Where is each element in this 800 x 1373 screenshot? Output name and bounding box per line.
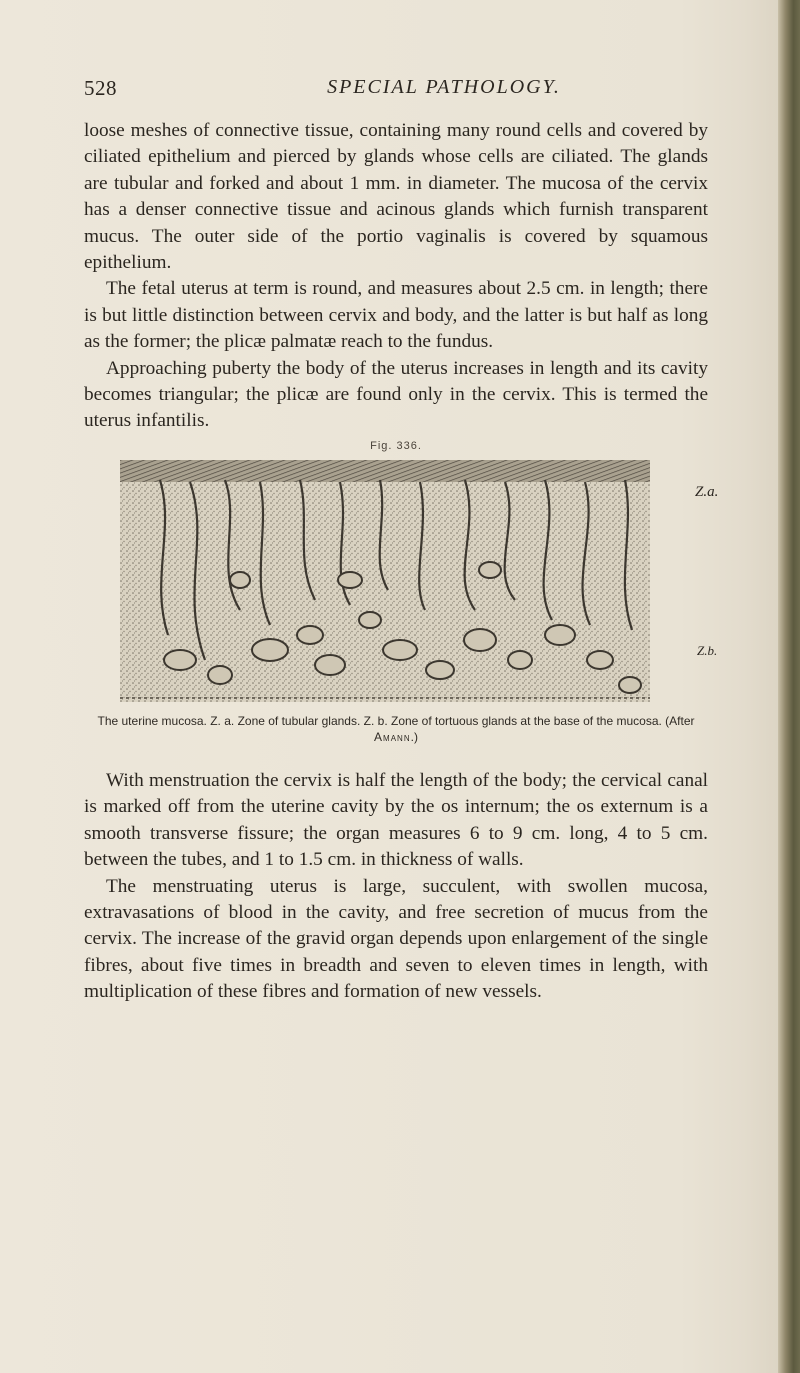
figure-caption bbox=[84, 713, 708, 745]
text-before-figure bbox=[84, 118, 708, 435]
zone-a-label: Z.a. bbox=[695, 484, 719, 500]
histology-figure bbox=[120, 460, 719, 702]
paragraph: Approaching puberty the body of the uterus increases in length and its cavity becomes triangular; the plicæ are found only in the cervix. This is termed the uterus infantilis. bbox=[84, 357, 708, 432]
book-binding-edge bbox=[778, 0, 800, 1373]
figure-label: Fig. 336. bbox=[370, 440, 422, 452]
paragraph: The fetal uterus at term is round, and measures about 2.5 cm. in length; there is but little distinction between cervix and body, and the latter is but half as long as the former; the plicæ palmatæ reach to the fundus. bbox=[84, 278, 708, 353]
page-number: 528 bbox=[84, 76, 117, 100]
mucosa-illustration bbox=[120, 460, 650, 702]
page-header bbox=[84, 76, 704, 106]
running-head: SPECIAL PATHOLOGY. bbox=[327, 76, 561, 98]
zone-b-label: Z.b. bbox=[697, 643, 718, 658]
caption-author: Amann bbox=[374, 730, 411, 744]
text-after-figure bbox=[84, 768, 708, 1006]
caption-end: .) bbox=[410, 730, 418, 744]
paragraph: loose meshes of connective tissue, containing many round cells and covered by ciliated epithelium and pierced by glands whose cells are ciliated. The glands are tubular and forked and about 1 mm. in diameter. The mucosa of the cervix has a denser connective tissue and acinous glands which furnish transparent mucus. The outer side of the portio vaginalis is covered by squamous epithelium. bbox=[84, 120, 708, 274]
paragraph: The menstruating uterus is large, succulent, with swollen mucosa, extravasations of blood in the cavity, and free secretion of mucus from the cervix. The increase of the gravid organ depends upon enlargement of the single fibres, about five times in breadth and seven to eleven times in length, with multiplication of these fibres and formation of new vessels. bbox=[84, 875, 708, 1003]
caption-text: The uterine mucosa. Z. a. Zone of tubular glands. Z. b. Zone of tortuous glands at the base of the mucosa. (After bbox=[97, 714, 695, 728]
paragraph: With menstruation the cervix is half the length of the body; the cervical canal is marked off from the uterine cavity by the os internum; the os externum is a smooth transverse fissure; the organ measures 6 to 9 cm. long, 4 to 5 cm. between the tubes, and 1 to 1.5 cm. in thickness of walls. bbox=[84, 770, 708, 871]
